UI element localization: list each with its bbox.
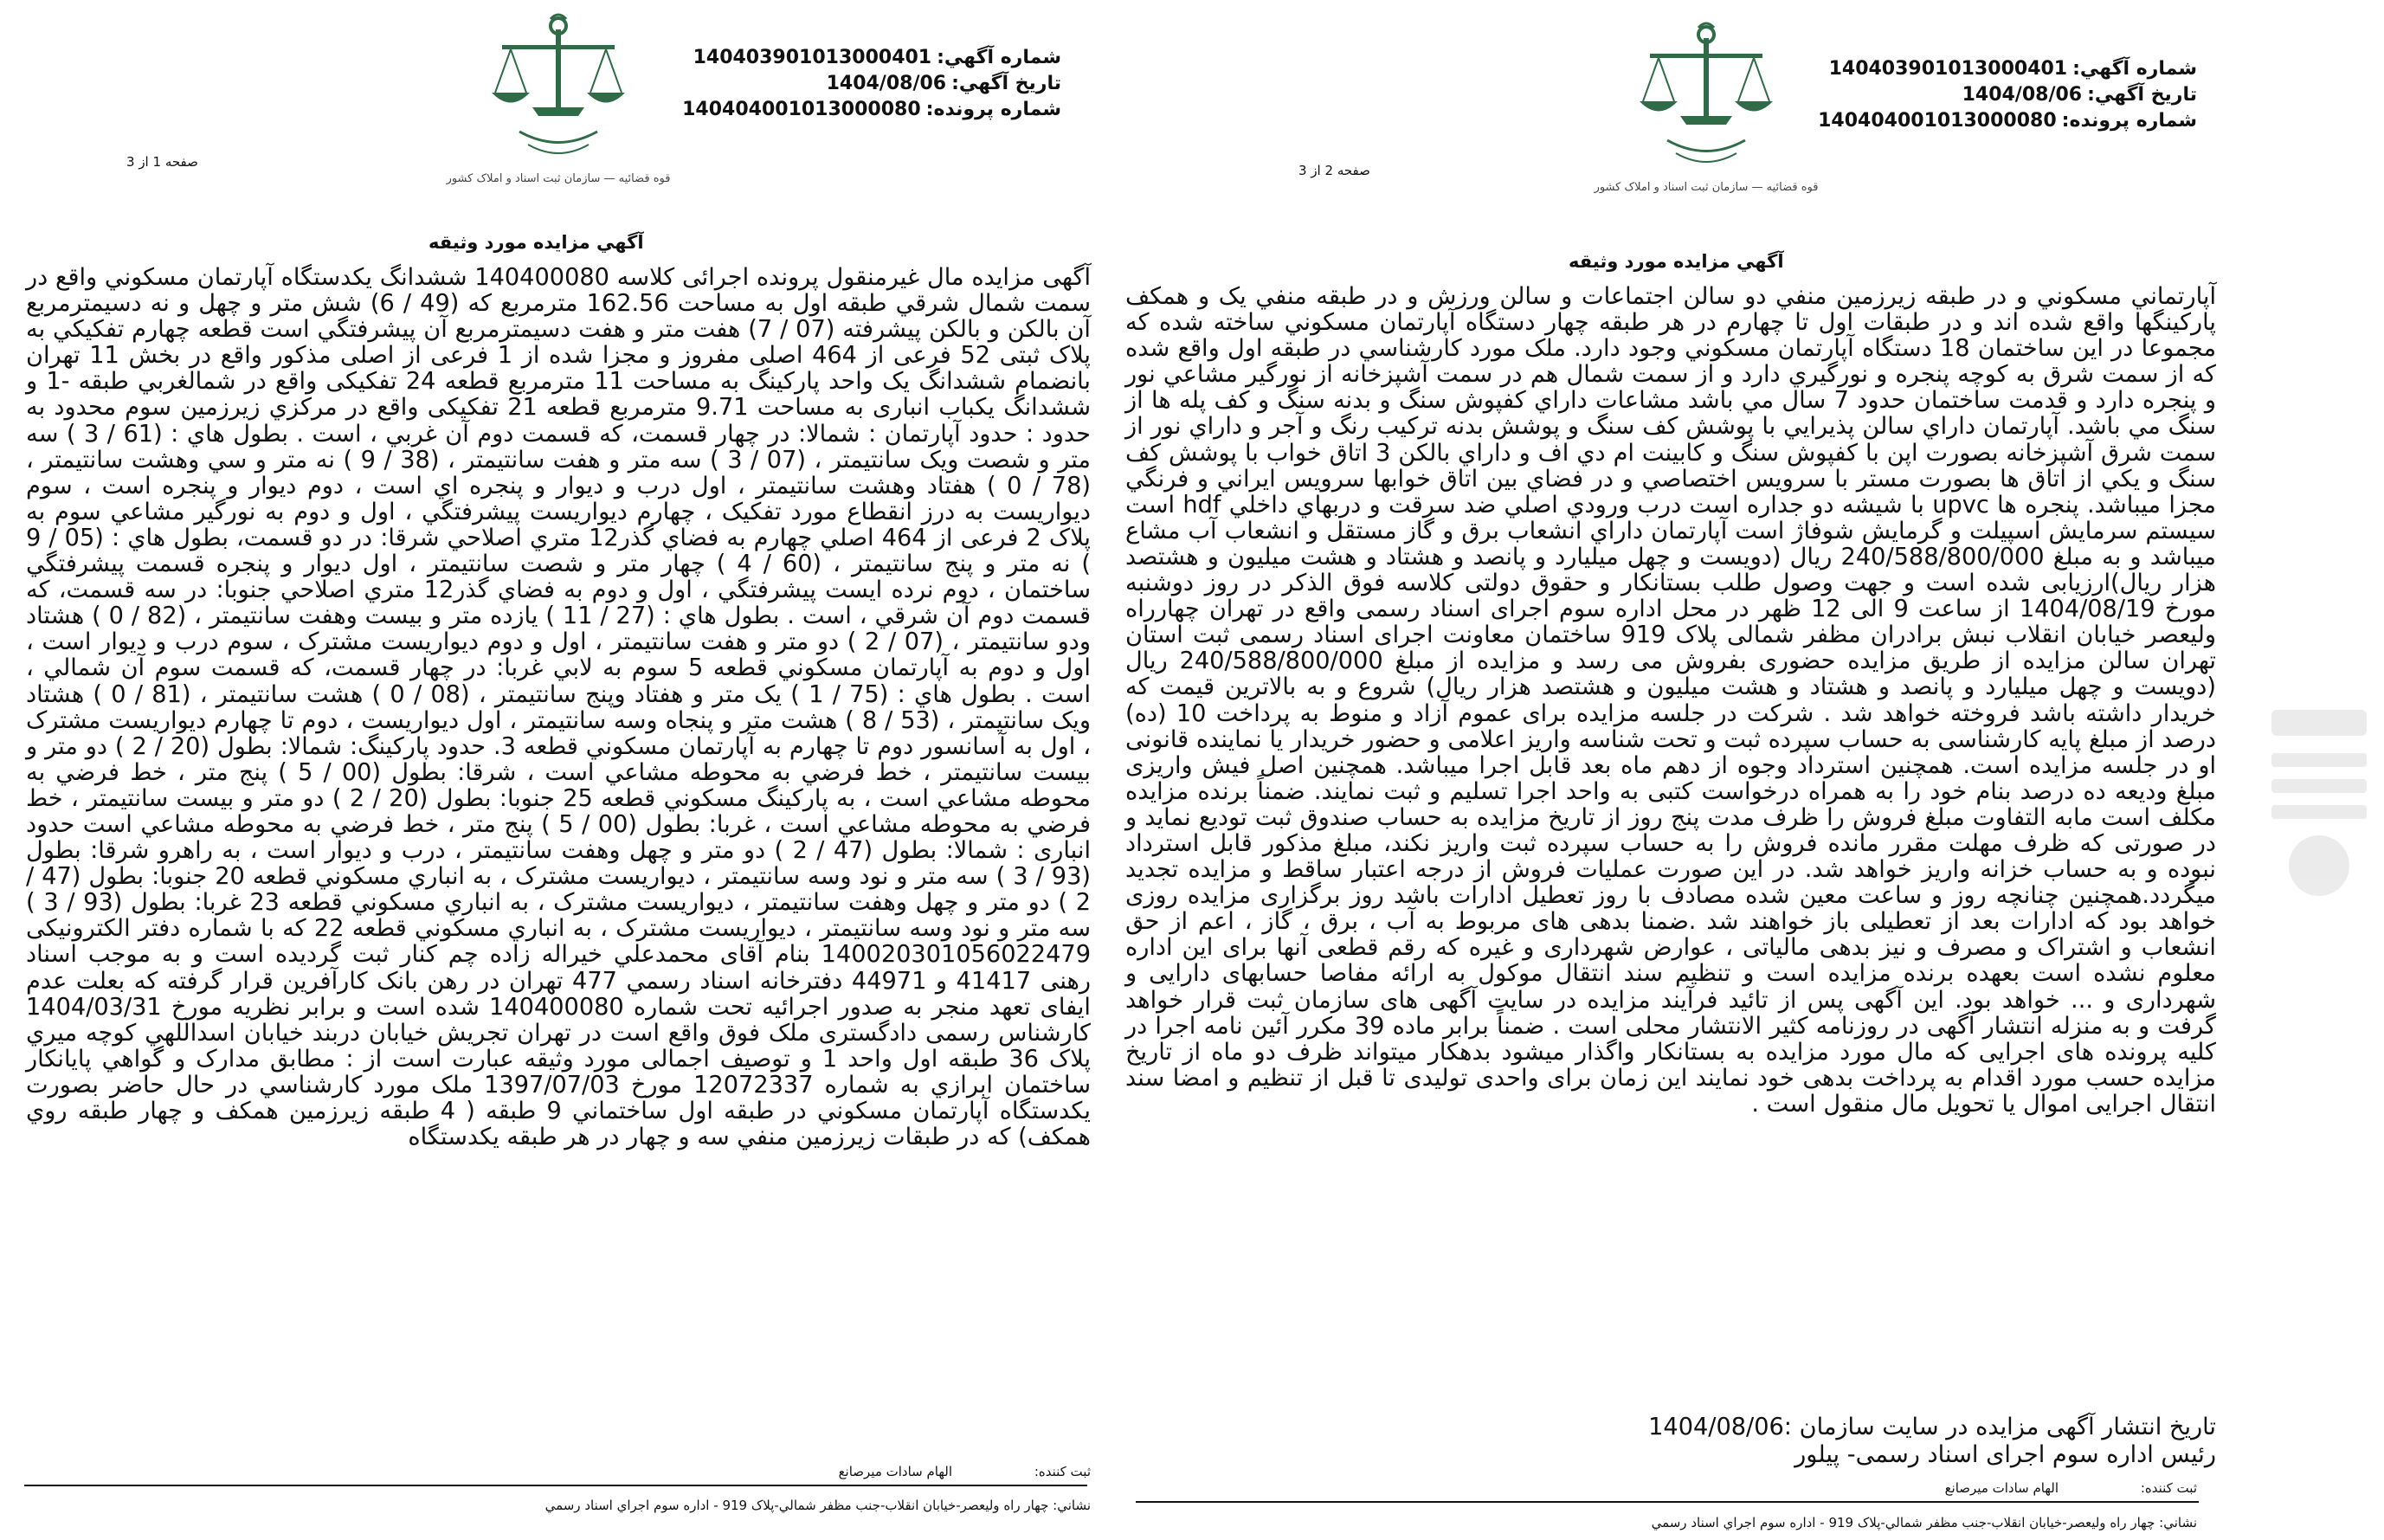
right-document-title: آگهي مزايده مورد وثيقه	[1569, 251, 1784, 272]
left-page-indicator: صفحه 1 از 3	[126, 154, 198, 170]
left-signature-line	[24, 1485, 1087, 1486]
right-registrar: ثبت کننده: الهام سادات ميرصانع	[1944, 1480, 2197, 1496]
left-file-number: شماره پرونده:140404001013000080	[682, 99, 1061, 120]
judiciary-emblem-icon	[1594, 19, 1819, 205]
right-signature-line	[1136, 1501, 2199, 1503]
right-publish-line-text: تاريخ انتشار آگهی مزايده در سايت سازمان :1404/08/06	[1648, 1414, 2216, 1440]
right-chief-line-text: رئيس اداره سوم اجرای اسناد رسمی- پيلور	[1794, 1441, 2216, 1468]
left-page	[0, 0, 1111, 1540]
left-address: نشاني: چهار راه وليعصر-خيابان انقلاب-جنب مظفر شمالي-پلاک 919 - اداره سوم اجراي اسناد رسمي	[544, 1498, 1091, 1513]
left-notice-number: شماره آگهي:140403901013000401	[693, 47, 1061, 68]
right-notice-date: تاريخ آگهي:1404/08/06	[1962, 84, 2197, 106]
judiciary-emblem-icon	[446, 10, 671, 197]
right-file-number: شماره پرونده:140404001013000080	[1818, 110, 2197, 132]
left-document-title: آگهي مزايده مورد وثيقه	[428, 232, 644, 253]
left-header-info	[682, 45, 1061, 123]
right-notice-body	[1125, 284, 2216, 1409]
right-header-info	[1818, 56, 2197, 134]
right-address: نشاني: چهار راه وليعصر-خيابان انقلاب-جنب مظفر شمالي-پلاک 919 - اداره سوم اجراي اسناد رسمي	[1651, 1515, 2197, 1530]
right-page-indicator: صفحه 2 از 3	[1298, 163, 1370, 178]
left-body-text: آگهی مزايده مال غيرمنقول پرونده اجرائی کلاسه 140400080 ششدانگ يکدستگاه آپارتمان مسکوني واقع در سمت شمال شرقي طبقه اول به مساحت 162.56 مترمربع که (49 / 6) شش متر و چهل و نه دسيمترمربع آن بالکن و بالکن پيشرفته (07 / 7) هفت متر و هفت دسيمترمربع آن پيشرفتگي است قطعه چهارم تفکيکي به پلاک ثبتی 52 فرعی از 464 اصلی مفروز و مجزا شده از 1 فرعی از اصلی مذکور واقع در بخش 11 تهران بانضمام ششدانگ يک واحد پارکينگ به مساحت 11 مترمربع قطعه 24 تفکيکی واقع در شمالغربي طبقه -1 و ششدانگ يکباب انباری به مساحت 9.71 مترمربع قطعه 21 تفکيکی واقع در مرکزي زيرزمين سوم محدود به حدود : حدود آپارتمان : شمالا: در چهار قسمت، که قسمت دوم آن غربي ، است . بطول هاي : (61 / 3 ) سه متر و شصت ويک سانتيمتر ، (07 / 3 ) سه متر و هفت سانتيمتر ، (38 / 9 ) نه متر و سي وهشت سانتيمتر ، (78 / 0 ) هفتاد وهشت سانتيمتر ، اول درب و ديوار و پنجره اي است ، دوم ديوار و پنجره است ، سوم ديواريست به درز انقطاع مورد تفکيک ، چهارم ديواريست پيشرفتگي ، اول و دوم به نورگير مشاعي سوم به پلاک 2 فرعی از 464 اصلي چهارم به فضاي گذر12 متري اصلاحي شرقا: در دو قسمت، بطول هاي : (05 / 9 ) نه متر و پنج سانتيمتر ، (60 / 4 ) چهار متر و شصت سانتيمتر ، اول ديوار و پنجره قسمت پيشرفتگي ساختمان ، دوم نرده ايست پيشرفتگي ، اول و دوم به فضاي گذر12 متري اصلاحي جنوبا: در سه قسمت، که قسمت دوم آن شرقي ، است . بطول هاي : (27 / 11 ) يازده متر و بيست وهفت سانتيمتر ، (82 / 0 ) هشتاد ودو سانتيمتر ، (07 / 2 ) دو متر و هفت سانتيمتر ، اول و دوم ديواريست مشترک ، سوم درب و ديوار است ، اول و دوم به آپارتمان مسکوني قطعه 5 سوم به لابي غربا: در چهار قسمت، که قسمت سوم آن شمالي ، است . بطول هاي : (75 / 1 ) يک متر و هفتاد وپنج سانتيمتر ، (08 / 0 ) هشت سانتيمتر ، (81 / 0 ) هشتاد ويک سانتيمتر ، (53 / 8 ) هشت متر و پنجاه وسه سانتيمتر ، اول ديواريست ، دوم تا چهارم ديواريست مشترک ، اول به آسانسور دوم تا چهارم به آپارتمان مسکوني قطعه 3. حدود پارکينگ: شمالا: بطول (20 / 2 ) دو متر و بيست سانتيمتر ، خط فرضي به محوطه مشاعي است ، شرقا: بطول (00 / 5 ) پنج متر ، خط فرضي به محوطه مشاعي است ، به پارکينگ مسکوني قطعه 25 جنوبا: بطول (20 / 2 ) دو متر و بيست سانتيمتر ، خط فرضي به محوطه مشاعي است ، غربا: بطول (00 / 5 ) پنج متر ، خط فرضي به محوطه مشاعي است حدود انباری : شمالا: بطول (47 / 2 ) دو متر و چهل وهفت سانتيمتر ، درب و ديوار است ، به راهرو شرقا: بطول (93 / 3 ) سه متر و نود وسه سانتيمتر ، ديواريست مشترک ، به انباري مسکوني قطعه 20 جنوبا: بطول (47 / 2 ) دو متر و چهل وهفت سانتيمتر ، ديواريست مشترک ، به انباري مسکوني قطعه 23 غربا: بطول (93 / 3 ) سه متر و نود وسه سانتيمتر ، ديواريست مشترک ، به انباري مسکوني قطعه 22 که با شماره دفتر الکترونيکی 140020301056022479 بنام آقای محمدعلي خيراله زاده چم کنار ثبت گرديده است و به موجب اسناد رهنی 41417 و 44971 دفترخانه اسناد رسمي 477 تهران در رهن بانک کارآفرين قرار گرفته که بعلت عدم ايفای تعهد منجر به صدور اجرائيه تحت شماره 140400080 شده است و برابر نظريه مورخ 1404/03/31 کارشناس رسمی دادگستری ملک فوق واقع است در تهران تجريش خيابان دربند خيابان اسداللهي کوچه ميري پلاک 36 طبقه اول واحد 1 و توصيف اجمالی مورد وثيقه عبارت است از : مطابق مدارک و گواهي پايانکار ساختمان ابرازي به شماره 12072337 مورخ 1397/07/03 ملک مورد کارشناسي در حال حاضر بصورت يکدستگاه آپارتمان مسکوني در طبقه اول ساختماني 9 طبقه ( 4 طبقه زيرزمين همکف و چهار طبقه روي همکف) که در طبقات زيرزمين منفي سه و چهار در هر طبقه يکدستگاه	[26, 264, 1092, 1151]
left-emblem-caption: قوه قضائیه — سازمان ثبت اسناد و املاک کشور	[446, 172, 671, 185]
right-notice-number: شماره آگهي:140403901013000401	[1828, 58, 2197, 80]
right-publish-date-line	[1125, 1414, 2216, 1442]
right-chief-line	[1125, 1442, 2216, 1470]
right-page	[1111, 0, 2223, 1540]
watermark-icon	[2254, 693, 2384, 918]
left-notice-body	[26, 265, 1091, 1445]
left-notice-date: تاريخ آگهي:1404/08/06	[826, 73, 1061, 94]
left-registrar: ثبت کننده: الهام سادات ميرصانع	[838, 1464, 1091, 1479]
right-emblem-caption: قوه قضائیه — سازمان ثبت اسناد و املاک کشور	[1594, 181, 1819, 194]
right-body-text: آپارتماني مسکوني و در طبقه زيرزمين منفي دو سالن اجتماعات و سالن ورزش و در طبقه منفي يک و همکف پارکينگها واقع شده اند و در طبقات اول تا چهارم در هر طبقه چهار دستگاه آپارتمان مسکوني ساخته شده که مجموعا در اين ساختمان 18 دستگاه آپارتمان مسکوني وجود دارد. ملک مورد کارشناسي در طبقه اول واقع شده که از سمت شرق به کوچه پنجره و نورگيري دارد و از سمت شمال هم در سمت آشپزخانه از نورگير مشاعي نور و پنجره دارد و قدمت ساختمان حدود 7 سال مي باشد مشاعات داراي کفپوش سنگ و بدنه سنگ و کف پله ها از سنگ مي باشد. آپارتمان داراي سالن پذيرايي با پوشش کف سنگ و پوشش بدنه ترکيب رنگ و آجر و داراي نور از سمت شرق آشپزخانه بصورت اپن با کفپوش سنگ و کابينت ام دي اف و داراي بالکن 3 اتاق خواب با پوشش کف سنگ و يکي از اتاق ها بصورت مستر با سرويس اختصاصي و در فضاي بين اتاق خوابها سرويس ايراني و فرنگي مجزا ميباشد. پنجره ها upvc با شيشه دو جداره است درب ورودي اصلي ضد سرقت و دربهاي داخلي hdf است سيستم سرمايش اسپيلت و گرمايش شوفاژ است آپارتمان داراي انشعاب برق و گاز مستقل و انشعاب آب مشاع ميباشد و به مبلغ 240/588/800/000 ريال (دويست و چهل ميليارد و پانصد و هشتاد و هشت ميليون و هشتصد هزار ريال)ارزيابی شده است و جهت وصول طلب بستانکار و حقوق دولتی کلاسه فوق الذکر در روز دوشنبه مورخ 1404/08/19 از ساعت 9 الی 12 ظهر در محل اداره سوم اجرای اسناد رسمی واقع در تهران چهارراه وليعصر خيابان انقلاب نبش برادران مظفر شمالی پلاک 919 ساختمان معاونت اجرای اسناد رسمی ثبت استان تهران سالن مزايده از طريق مزايده حضوری بفروش می رسد و مزايده از مبلغ 240/588/800/000 ريال (دويست و چهل ميليارد و پانصد و هشتاد و هشت ميليون و هشتصد هزار ريال) شروع و به بالاترين قيمت که خريدار داشته باشد فروخته خواهد شد . شرکت در جلسه مزايده برای عموم آزاد و منوط به پرداخت 10 (ده) درصد از مبلغ پايه کارشناسی به حساب سپرده ثبت و تحت شناسه واريز اعلامی و حضور خريدار يا نماينده قانونی او در جلسه مزايده است. همچنين استرداد وجوه از دهم ماه بعد قابل اجرا ميباشد. همچنين اصل فيش واريزی مبلغ وديعه ده درصد بنام خود را به همراه درخواست کتبی به واحد اجرا تسليم و ثبت نمايند. ضمناً برنده مزايده مکلف است مابه التفاوت مبلغ فروش را ظرف مدت پنج روز از تاريخ مزايده به حساب صندوق ثبت توديع نمايد و در صورتی که ظرف مهلت مقرر مانده فروش را به حساب سپرده ثبت واريز نکند، مبلغ مذکور قابل استرداد نبوده و به حساب خزانه واريز خواهد شد. در اين صورت عمليات فروش از درجه اعتبار ساقط و مزايده تجديد ميگردد.همچنين چنانچه روز و ساعت معين شده مصادف با روز تعطيل ادارات باشد روز برگزاری مزايده روزی خواهد بود که ادارات بعد از تعطيلی باز خواهند شد .ضمنا بدهی های مربوط به آب ، برق ، گاز ، اعم از حق انشعاب و اشتراک و مصرف و نيز بدهی مالياتی ، عوارض شهرداری و غيره که رقم قطعی آنها برای اين اداره معلوم نشده است بعهده برنده مزايده است و تنظيم سند انتقال موکول به ارائه مفاصا حسابهای دارايی و شهرداری و ... خواهد بود. اين آگهی پس از تائيد فرآيند مزايده در سايت آگهی های سازمان ثبت قرار خواهد گرفت و به منزله انتشار آگهی در روزنامه کثير الانتشار محلی است . ضمناً برابر ماده 39 مکرر آئين نامه اجرا در کليه پرونده های اجرايی که مال مورد مزايده به بستانکار واگذار ميشود بدهکار ميتواند ظرف دو ماه از تاريخ مزايده حسب مورد اقدام به پرداخت بدهی خود نمايند اين زمان برای واحدی توليدی تا قبل از تنظيم و امضا سند انتقال اجرايی اموال يا تحويل مال منقول است .	[1125, 283, 2217, 1118]
